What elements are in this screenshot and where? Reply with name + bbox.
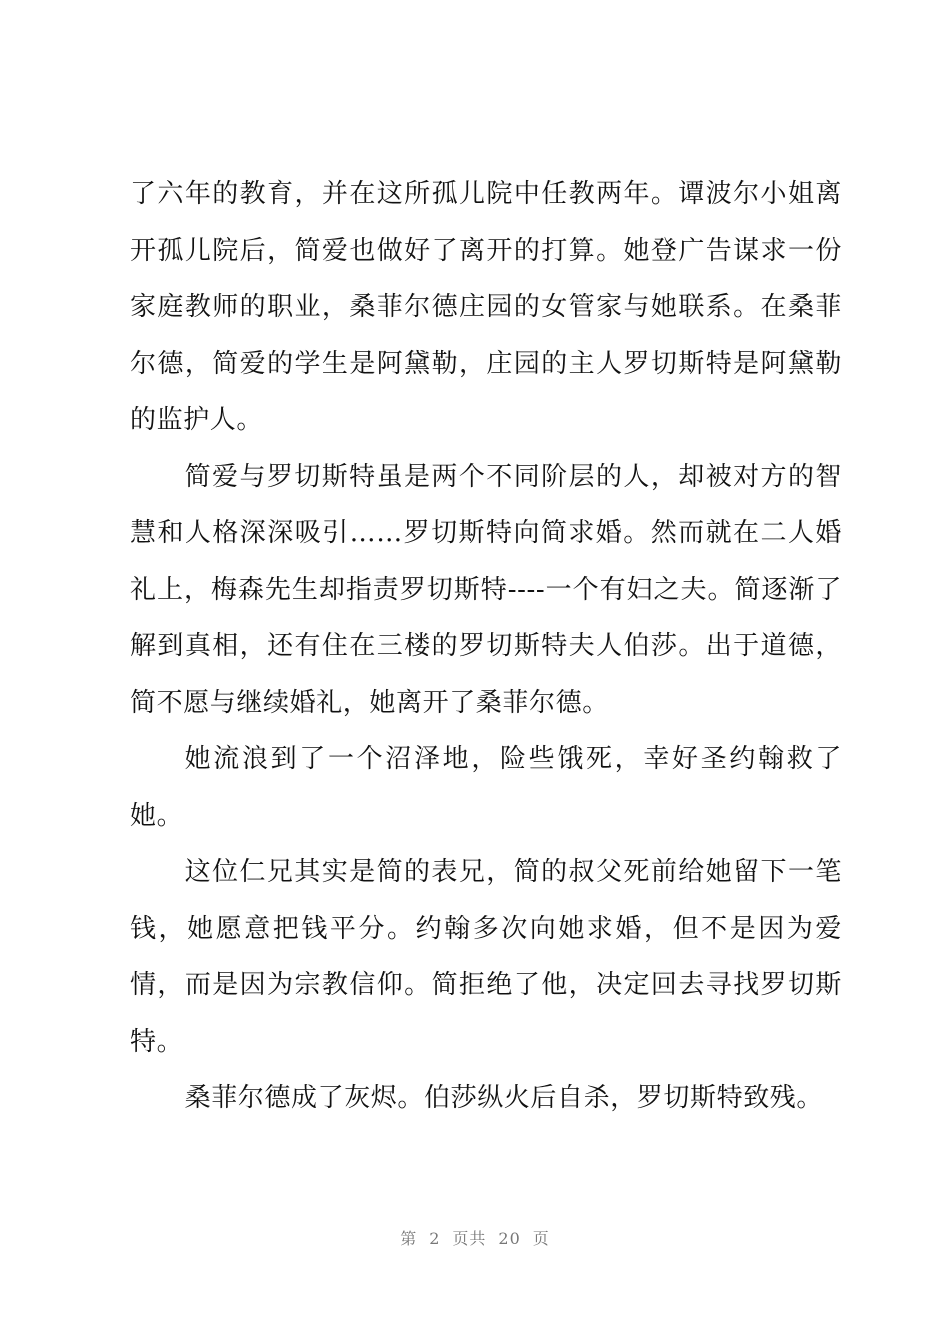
page-footer xyxy=(0,1226,950,1249)
paragraph-5: 桑菲尔德成了灰烬。伯莎纵火后自杀，罗切斯特致残。 xyxy=(184,1083,823,1113)
paragraph-1: 了六年的教育，并在这所孤儿院中任教两年。谭波尔小姐离开孤儿院后，简爱也做好了离开的打算。她登广告谋求一份家庭教师的职业，桑菲尔德庄园的女管家与她联系。在桑菲尔德，简爱的学生是阿黛勒，庄园的主人罗切斯特是阿黛勒的监护人。 xyxy=(130,179,842,435)
footer-middle: 页共 xyxy=(452,1229,487,1248)
footer-suffix: 页 xyxy=(532,1229,550,1248)
footer-page-number: 2 xyxy=(429,1229,441,1248)
footer-total-pages: 20 xyxy=(498,1229,521,1248)
footer-prefix: 第 xyxy=(400,1229,418,1248)
document-body xyxy=(130,166,842,1127)
paragraph-3: 她流浪到了一个沼泽地，险些饿死，幸好圣约翰救了她。 xyxy=(130,744,842,831)
paragraph-4: 这位仁兄其实是简的表兄，简的叔父死前给她留下一笔钱，她愿意把钱平分。约翰多次向她求婚，但不是因为爱情，而是因为宗教信仰。简拒绝了他，决定回去寻找罗切斯特。 xyxy=(130,857,842,1057)
paragraph-2: 简爱与罗切斯特虽是两个不同阶层的人，却被对方的智慧和人格深深吸引……罗切斯特向简求婚。然而就在二人婚礼上，梅森先生却指责罗切斯特----一个有妇之夫。简逐渐了解到真相，还有住在三楼的罗切斯特夫人伯莎。出于道德，简不愿与继续婚礼，她离开了桑菲尔德。 xyxy=(130,461,842,718)
